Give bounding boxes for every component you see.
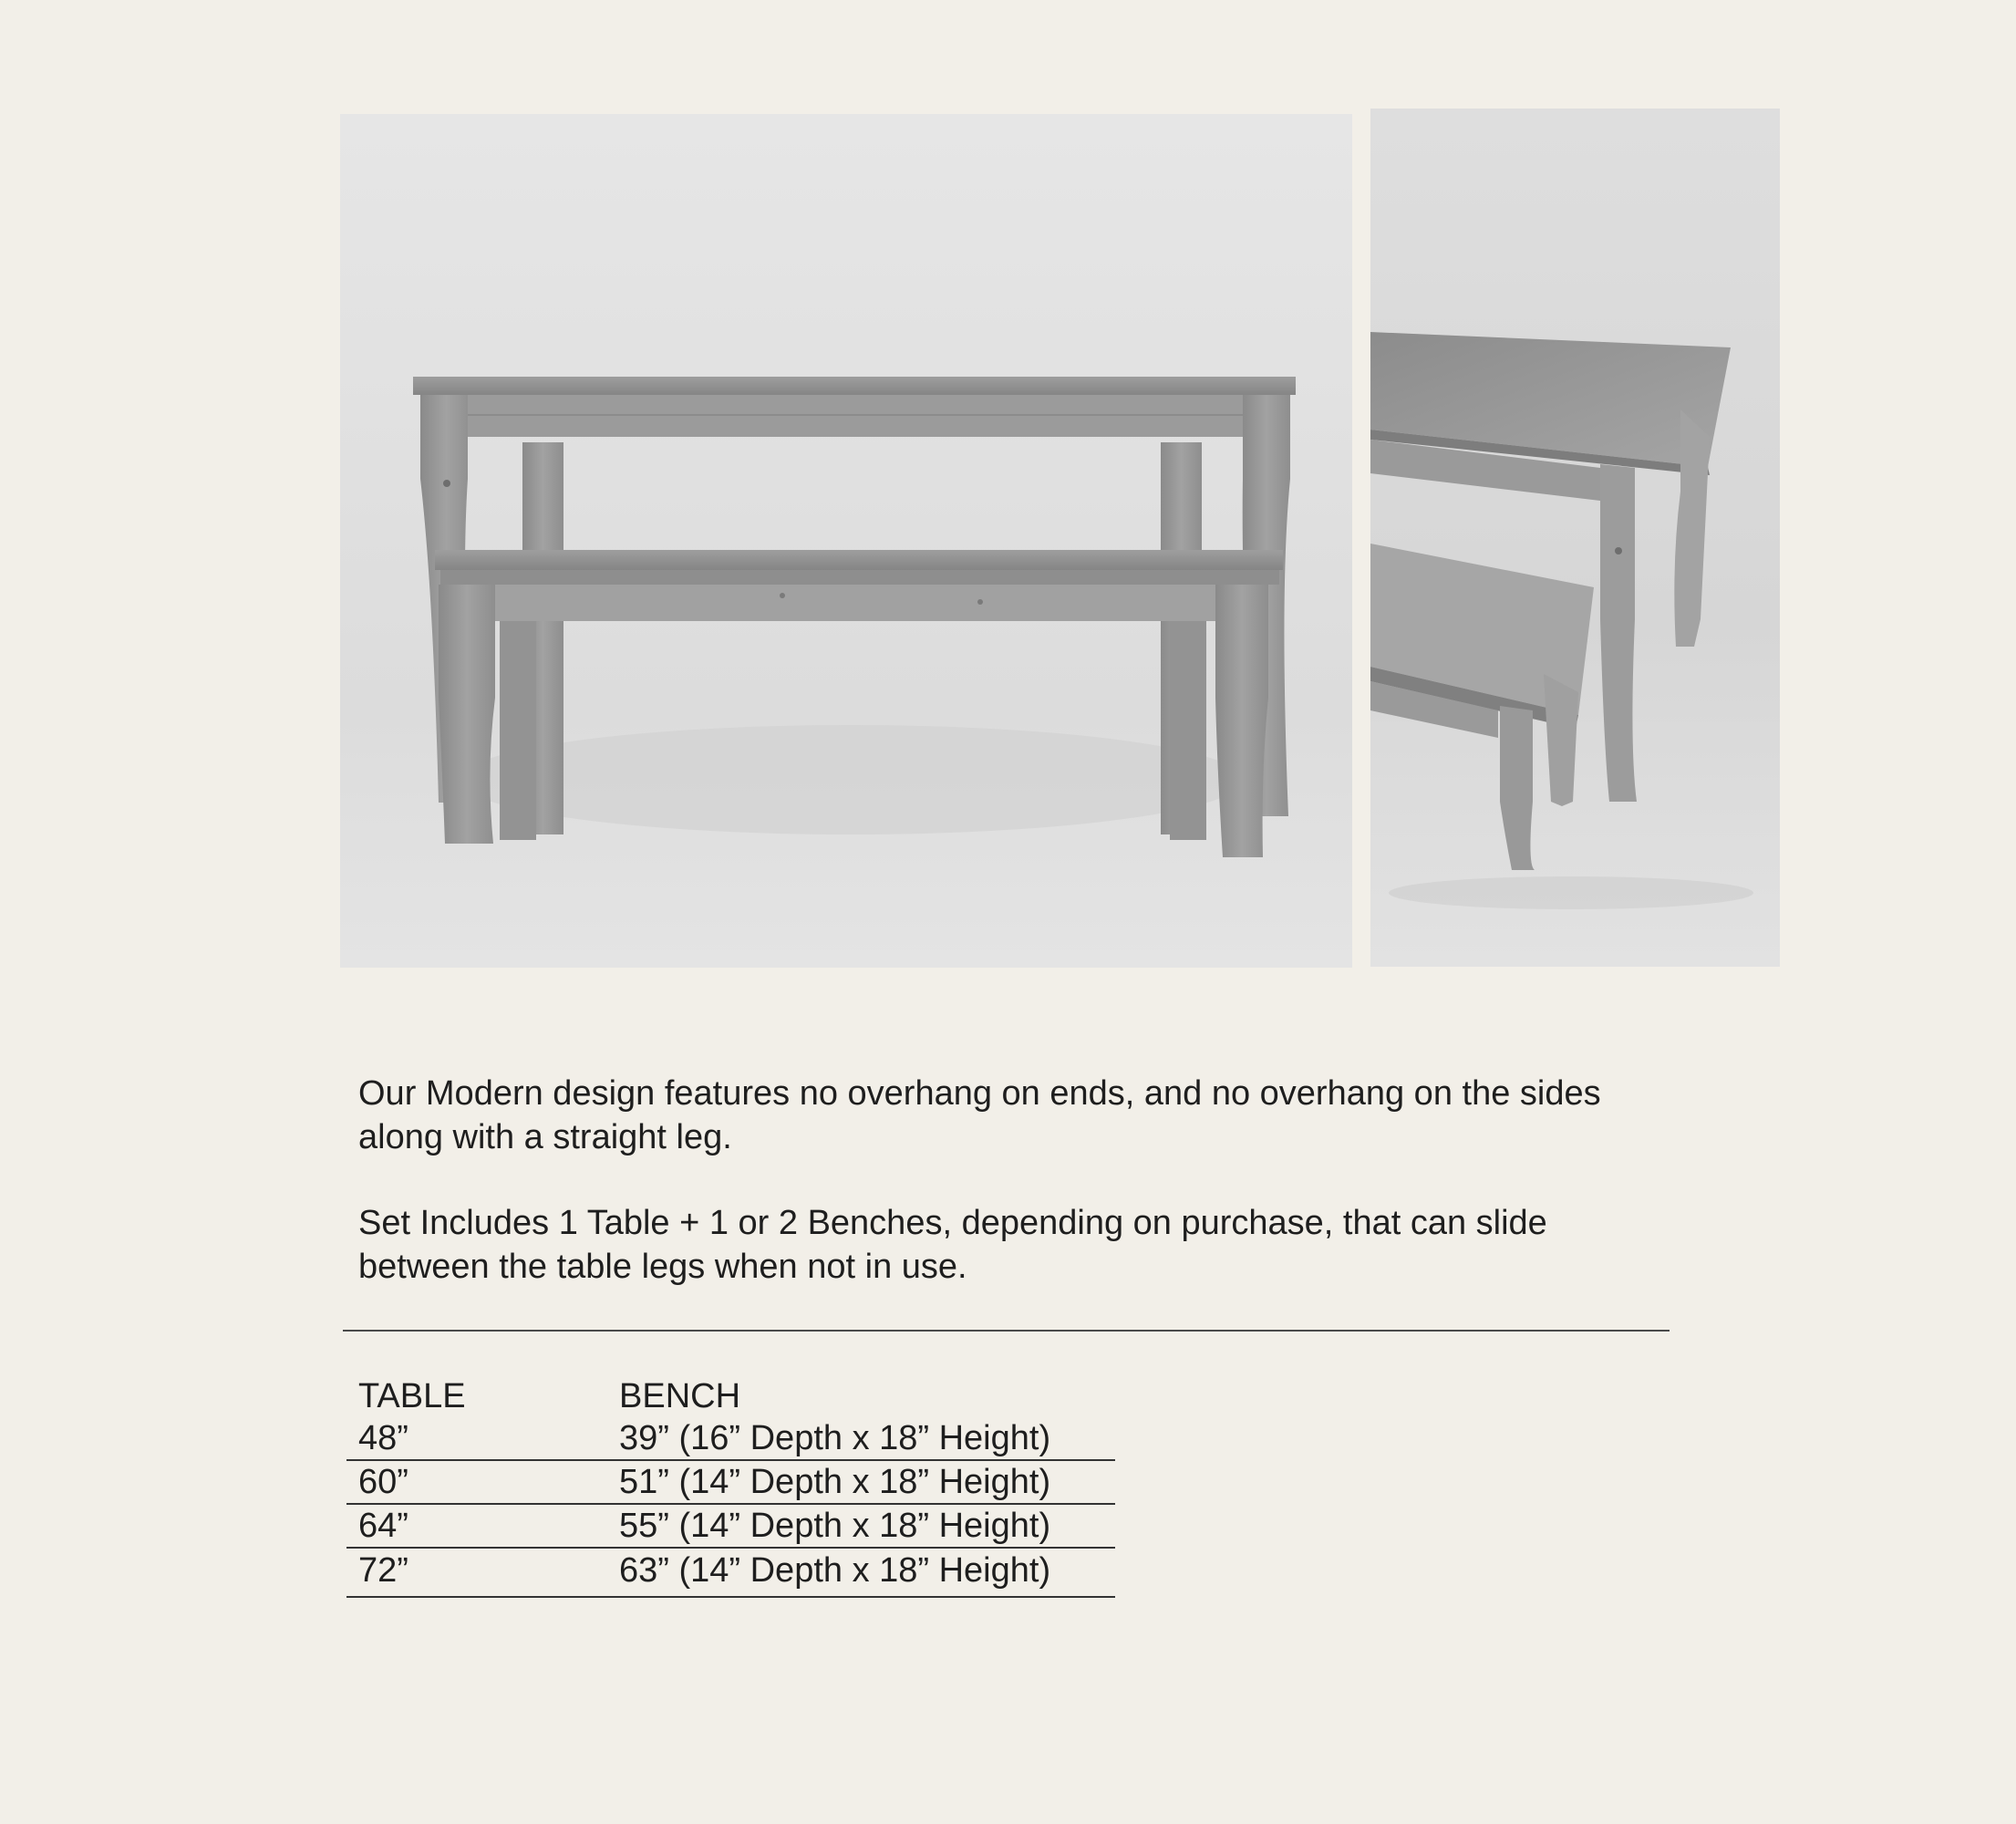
description-paragraph-1: Our Modern design features no overhang on ends, and no overhang on the sides along with a straight leg. <box>358 1074 1601 1156</box>
table-size: 60” <box>358 1463 408 1501</box>
section-divider <box>343 1330 1670 1332</box>
bench-size: 63” (14” Depth x 18” Height) <box>619 1551 1051 1590</box>
bench-size: 39” (16” Depth x 18” Height) <box>619 1419 1051 1457</box>
bench-column-header: BENCH <box>619 1377 741 1415</box>
bench-size: 55” (14” Depth x 18” Height) <box>619 1507 1051 1545</box>
description-paragraph-2: Set Includes 1 Table + 1 or 2 Benches, depending on purchase, that can slide between the table legs when not in use. <box>358 1204 1547 1286</box>
bench-size: 51” (14” Depth x 18” Height) <box>619 1463 1051 1501</box>
table-row <box>346 1505 1115 1549</box>
table-size: 64” <box>358 1507 408 1545</box>
table-column-header: TABLE <box>358 1377 466 1415</box>
product-photo-angle <box>1370 109 1780 967</box>
size-table-header <box>346 1375 1115 1417</box>
table-row <box>346 1461 1115 1505</box>
table-size: 48” <box>358 1419 408 1457</box>
size-table <box>346 1375 1115 1598</box>
table-bench-angle-image <box>1370 109 1780 967</box>
table-row <box>346 1417 1115 1461</box>
table-row <box>346 1549 1115 1598</box>
table-size: 72” <box>358 1551 408 1590</box>
product-photo-front <box>340 114 1352 968</box>
table-bench-front-image <box>340 114 1352 968</box>
